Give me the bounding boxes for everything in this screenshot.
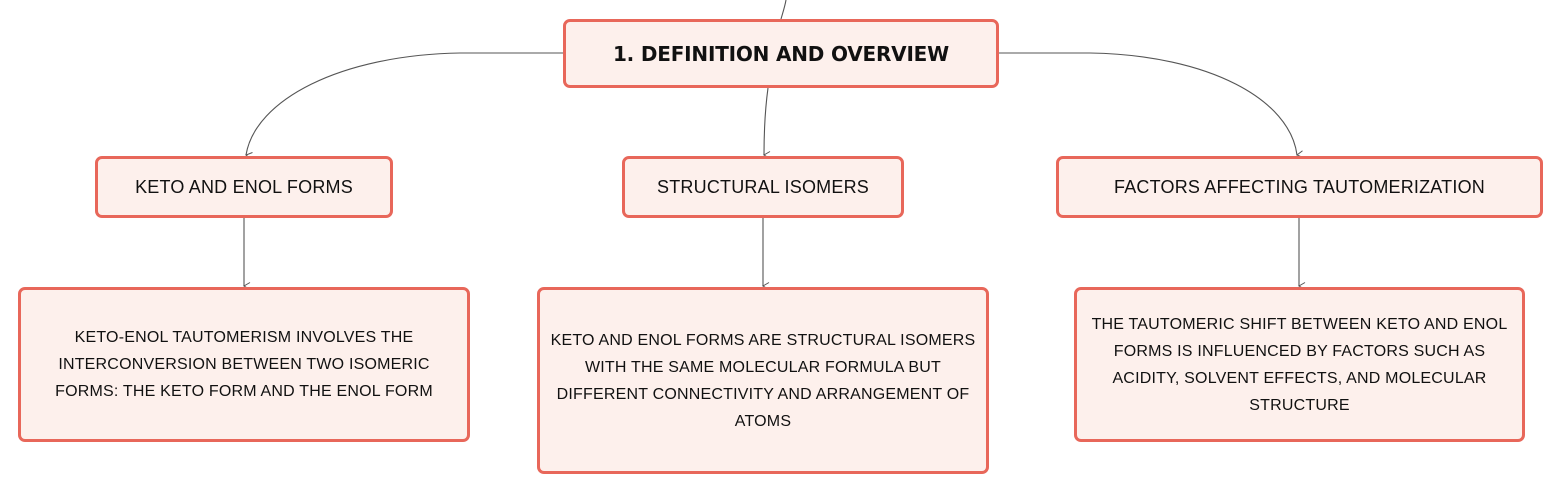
topic-node-factors-affecting-tautomerization[interactable] [1056,156,1543,218]
topic-node-label: KETO AND ENOL FORMS [135,176,353,197]
root-node-label: 1. DEFINITION AND OVERVIEW [612,41,950,66]
detail-node-text: KETO-ENOL TAUTOMERISM INVOLVES THE INTERCONVERSION BETWEEN TWO ISOMERIC FORMS: THE KETO FORM AND THE ENOL FORM [55,329,433,400]
topic-node-label: FACTORS AFFECTING TAUTOMERIZATION [1114,176,1485,197]
topic-node-label: STRUCTURAL ISOMERS [657,176,869,197]
connector-root-to-topic-2 [764,88,768,155]
detail-node-text: THE TAUTOMERIC SHIFT BETWEEN KETO AND ENOL FORMS IS INFLUENCED BY FACTORS SUCH AS ACIDITY, SOLVENT EFFECTS, AND MOLECULAR STRUCTURE [1091,315,1508,414]
detail-node-factors-affecting-tautomerization[interactable] [1074,287,1525,442]
root-node[interactable] [563,19,999,88]
connector-root-to-topic-1 [246,53,563,155]
topic-node-keto-enol-forms[interactable] [95,156,393,218]
detail-node-text: KETO AND ENOL FORMS ARE STRUCTURAL ISOMERS WITH THE SAME MOLECULAR FORMULA BUT DIFFERENT CONNECTIVITY AND ARRANGEMENT OF ATOMS [550,331,976,430]
connector-parent-to-root [781,0,786,19]
connector-root-to-topic-3 [999,53,1297,155]
detail-node-keto-enol-forms[interactable] [18,287,470,442]
topic-node-structural-isomers[interactable] [622,156,904,218]
detail-node-structural-isomers[interactable] [537,287,989,474]
